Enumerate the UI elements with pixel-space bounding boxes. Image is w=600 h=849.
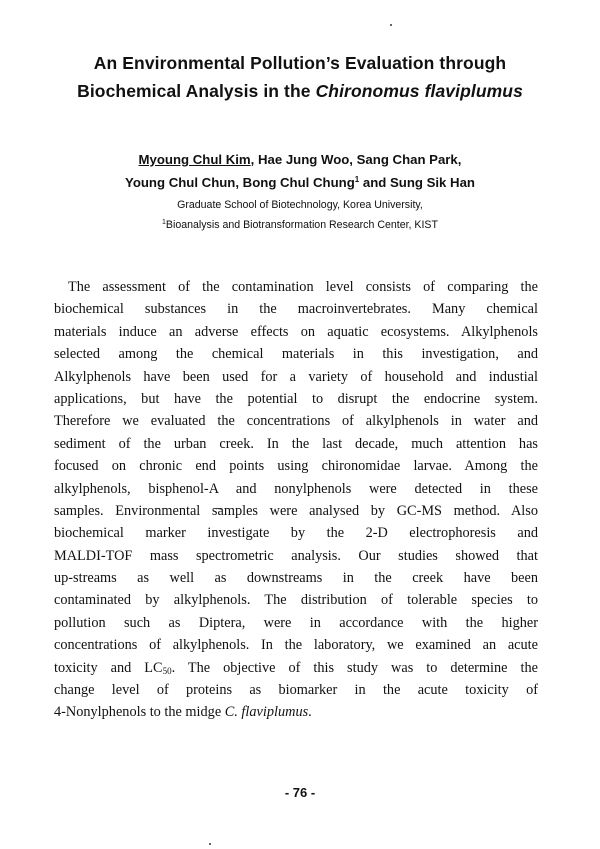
affiliation-2-text: Bioanalysis and Biotransformation Research Center, KIST — [165, 219, 438, 231]
abstract-line: samples. Environmental samples were analysed by GC-MS method. Also — [54, 502, 538, 519]
abstract-line: applications, but have the potential to disrupt the endocrine system. — [54, 390, 538, 407]
author-list — [0, 148, 600, 194]
author-affil-mark: 1 — [354, 175, 360, 184]
abstract-line: MALDI-TOF mass spectrometric analysis. Our studies showed that — [54, 547, 538, 564]
abstract-line-lc50 — [54, 657, 538, 679]
abstract-line: The assessment of the contamination level consists of comparing the — [68, 279, 538, 295]
title-line-2-text: Biochemical Analysis in the — [77, 81, 316, 101]
abstract-line: alkylphenols, bisphenol-A and nonylphenols were detected in these — [54, 480, 538, 497]
presenting-author: Myoung Chul Kim — [138, 152, 251, 167]
last-line-after: . — [308, 704, 312, 721]
abstract-line: pollution such as Diptera, were in accordance with the higher — [54, 614, 538, 631]
abstract-line: biochemical substances in the macroinvertebrates. Many chemical — [54, 301, 538, 318]
lc50-subscript: 50 — [162, 665, 172, 676]
title-line-1: An Environmental Pollution’s Evaluation through — [93, 53, 507, 73]
lc50-before: toxicity and LC — [54, 659, 163, 676]
abstract-line: up-streams as well as downstreams in the creek have been — [54, 570, 538, 587]
affiliations — [0, 195, 600, 235]
abstract-line: selected among the chemical materials in this investigation, and — [54, 346, 538, 363]
title-species: Chironomus flaviplumus — [315, 81, 523, 101]
abstract-line: biochemical marker investigate by the 2-D electrophoresis and — [54, 525, 538, 542]
abstract-line: change level of proteins as biomarker in the acute toxicity of — [54, 682, 538, 699]
abstract-line: materials induce an adverse effects on aquatic ecosystems. Alkylphenols — [54, 323, 538, 340]
abstract-line: focused on chronic end points using chironomidae larvae. Among the — [54, 458, 538, 475]
lc50-after: . The objective of this study was to determine the — [171, 659, 538, 676]
scan-speck — [390, 24, 392, 26]
affiliation-2 — [0, 215, 600, 235]
page-number: - 76 - — [284, 785, 316, 800]
author-line-1 — [0, 148, 600, 171]
abstract-body — [54, 276, 538, 724]
author-line-2 — [0, 171, 600, 194]
abstract-line: concentrations of alkylphenols. In the laboratory, we examined an acute — [54, 637, 538, 654]
abstract-line: Therefore we evaluated the concentrations of alkylphenols in water and — [54, 413, 538, 430]
scan-speck — [209, 843, 211, 845]
species-abbrev: C. flaviplumus — [224, 704, 309, 721]
abstract-line: contaminated by alkylphenols. The distribution of tolerable species to — [54, 592, 538, 609]
paper-title — [0, 49, 600, 105]
affiliation-1: Graduate School of Biotechnology, Korea University, — [177, 199, 423, 211]
abstract-last-line — [54, 701, 538, 723]
author-line-2-b: and Sung Sik Han — [359, 175, 475, 190]
author-line-1-rest: , Hae Jung Woo, Sang Chan Park, — [250, 152, 462, 167]
abstract-line: Alkylphenols have been used for a variety of household and industial — [54, 368, 538, 385]
last-line-before: 4-Nonylphenols to the midge — [54, 704, 225, 721]
title-line-2 — [0, 77, 600, 105]
abstract-line: sediment of the urban creek. In the last decade, much attention has — [54, 435, 538, 452]
author-line-2-a: Young Chul Chun, Bong Chul Chung — [125, 175, 355, 190]
affiliation-mark: 1 — [162, 219, 166, 226]
